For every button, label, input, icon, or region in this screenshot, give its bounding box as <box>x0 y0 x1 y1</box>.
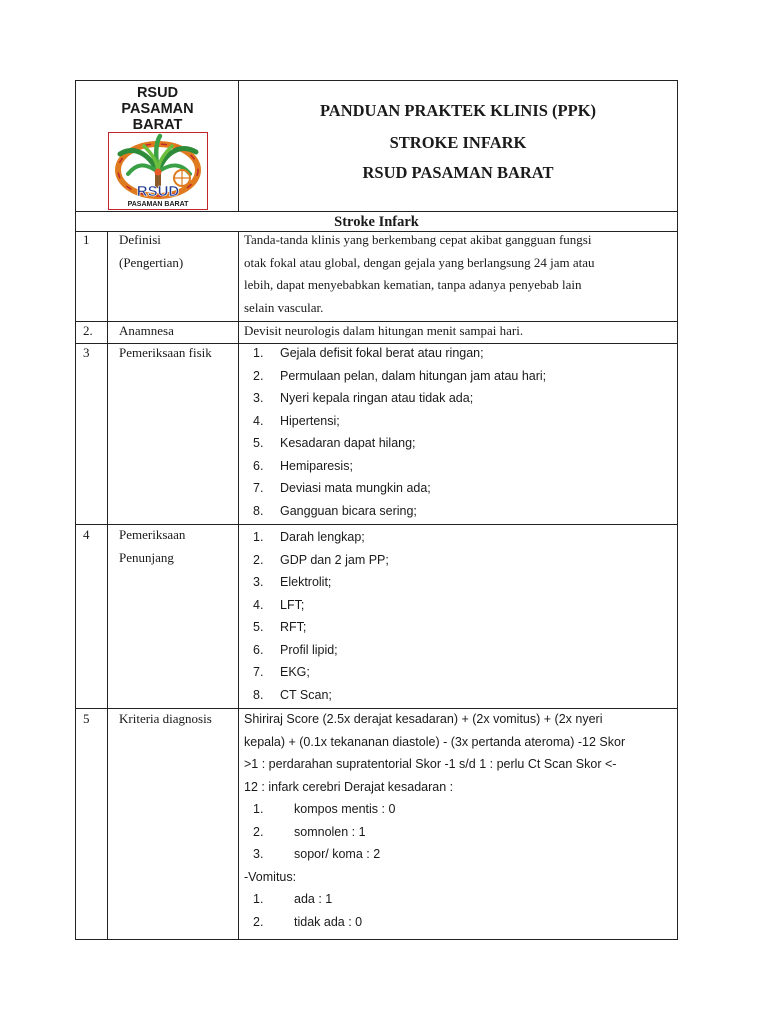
item-text: ada : 1 <box>294 892 333 906</box>
item-number: 4. <box>253 413 264 428</box>
item-text: Permulaan pelan, dalam hitungan jam atau hari; <box>280 368 547 383</box>
list-item <box>244 365 672 388</box>
item-number: 3. <box>253 575 264 589</box>
list-item <box>244 549 672 572</box>
item-number: 1. <box>253 802 264 816</box>
diagnosis-criteria <box>244 708 672 933</box>
title-line-1: PANDUAN PRAKTEK KLINIS (PPK) <box>319 101 597 120</box>
title-line-2: STROKE INFARK <box>389 133 527 152</box>
list-item <box>244 500 672 523</box>
row-label-line: Pemeriksaan <box>119 527 186 542</box>
item-number: 5. <box>253 436 264 450</box>
org-line-1: RSUD <box>136 85 179 101</box>
list-item <box>244 526 672 549</box>
list-item <box>244 477 672 500</box>
item-number: 5. <box>253 620 264 634</box>
list-item <box>244 911 672 934</box>
item-text: Nyeri kepala ringan atau tidak ada; <box>280 391 474 405</box>
item-text: Darah lengkap; <box>280 530 365 544</box>
list-item <box>244 410 672 433</box>
text-line: otak fokal atau global, dengan gejala yang berlangsung 24 jam atau <box>244 254 595 270</box>
item-text: CT Scan; <box>280 687 332 702</box>
item-number: 7. <box>253 665 264 679</box>
physical-exam-list <box>244 342 672 522</box>
item-text: Elektrolit; <box>280 575 332 589</box>
item-text: Kesadaran dapat hilang; <box>280 436 416 450</box>
text-line: Shiriraj Score (2.5x derajat kesadaran) + (2x vomitus) + (2x nyeri <box>244 712 603 726</box>
item-number: 2. <box>253 914 264 929</box>
row-label <box>119 229 237 274</box>
list-item <box>244 571 672 594</box>
item-number: 6. <box>253 458 264 473</box>
row-number: 4 <box>83 527 90 542</box>
list-item <box>244 661 672 684</box>
document-titles <box>239 81 677 211</box>
title-line-3: RSUD PASAMAN BARAT <box>362 163 554 182</box>
list-item <box>244 843 672 866</box>
item-text: LFT; <box>280 597 305 612</box>
list-item <box>244 888 672 911</box>
item-text: RFT; <box>280 620 307 634</box>
row-number: 5 <box>83 711 90 726</box>
item-number: 2. <box>253 552 264 567</box>
text-line: Tanda-tanda klinis yang berkembang cepat akibat gangguan fungsi <box>244 232 592 247</box>
item-number: 8. <box>253 687 264 702</box>
list-item <box>244 455 672 478</box>
item-text: Deviasi mata mungkin ada; <box>280 481 431 495</box>
row-label <box>119 524 237 569</box>
row-number: 2. <box>83 323 93 338</box>
section-title: Stroke Infark <box>76 211 677 231</box>
item-number: 2. <box>253 824 264 839</box>
anamnesa-text: Devisit neurologis dalam hitungan menit sampai hari. <box>244 323 524 338</box>
item-number: 7. <box>253 481 264 495</box>
organization-name <box>76 85 239 133</box>
item-number: 1. <box>253 892 264 906</box>
column-divider <box>107 231 108 939</box>
item-text: kompos mentis : 0 <box>294 802 396 816</box>
list-item <box>244 616 672 639</box>
item-text: Hemiparesis; <box>280 458 353 473</box>
text-line: selain vascular. <box>244 299 324 315</box>
item-number: 2. <box>253 368 264 383</box>
item-text: Hipertensi; <box>280 413 340 428</box>
org-line-2: PASAMAN <box>121 101 194 117</box>
logo-cell <box>76 81 239 211</box>
item-text: somnolen : 1 <box>294 824 366 839</box>
header-table <box>75 80 678 212</box>
content-table <box>75 211 678 940</box>
list-item <box>244 387 672 410</box>
list-item <box>244 432 672 455</box>
row-label: Pemeriksaan fisik <box>119 345 212 360</box>
list-item <box>244 639 672 662</box>
vomitus-label: -Vomitus: <box>244 869 297 884</box>
list-item <box>244 821 672 844</box>
item-text: sopor/ koma : 2 <box>294 847 381 861</box>
supporting-exam-list <box>244 526 672 706</box>
list-item <box>244 798 672 821</box>
item-number: 3. <box>253 847 264 861</box>
item-text: GDP dan 2 jam PP; <box>280 552 389 567</box>
item-number: 1. <box>253 346 264 360</box>
item-text: Gejala defisit fokal berat atau ringan; <box>280 346 484 360</box>
column-divider <box>238 231 239 939</box>
logo-text: RSUD <box>136 183 180 200</box>
item-text: Profil lipid; <box>280 642 338 657</box>
item-text: EKG; <box>280 665 310 679</box>
text-line: >1 : perdarahan supratentorial Skor -1 s/d 1 : perlu Ct Scan Skor <- <box>244 757 617 771</box>
item-text: Gangguan bicara sering; <box>280 503 417 518</box>
list-item <box>244 594 672 617</box>
item-number: 8. <box>253 503 264 518</box>
logo-subtext: PASAMAN BARAT <box>127 201 189 208</box>
org-line-3: BARAT <box>132 117 183 133</box>
row-label: Kriteria diagnosis <box>119 711 212 726</box>
item-number: 4. <box>253 597 264 612</box>
row-label-line: Definisi <box>119 232 161 247</box>
text-line: kepala) + (0.1x tekananan diastole) - (3x pertanda ateroma) -12 Skor <box>244 734 626 749</box>
item-number: 3. <box>253 391 264 405</box>
item-number: 6. <box>253 642 264 657</box>
item-number: 1. <box>253 530 264 544</box>
row-number: 1 <box>83 232 90 247</box>
text-line: lebih, dapat menyebabkan kematian, tanpa adanya penyebab lain <box>244 277 582 292</box>
item-text: tidak ada : 0 <box>294 914 363 929</box>
definition-text <box>244 229 672 319</box>
row-label-line: Penunjang <box>119 549 174 565</box>
list-item <box>244 342 672 365</box>
row-number: 3 <box>83 345 90 360</box>
row-label: Anamnesa <box>119 323 174 338</box>
row-label-line: (Pengertian) <box>119 254 184 270</box>
list-item <box>244 684 672 707</box>
hospital-logo <box>108 132 208 210</box>
text-line: 12 : infark cerebri Derajat kesadaran : <box>244 779 454 794</box>
